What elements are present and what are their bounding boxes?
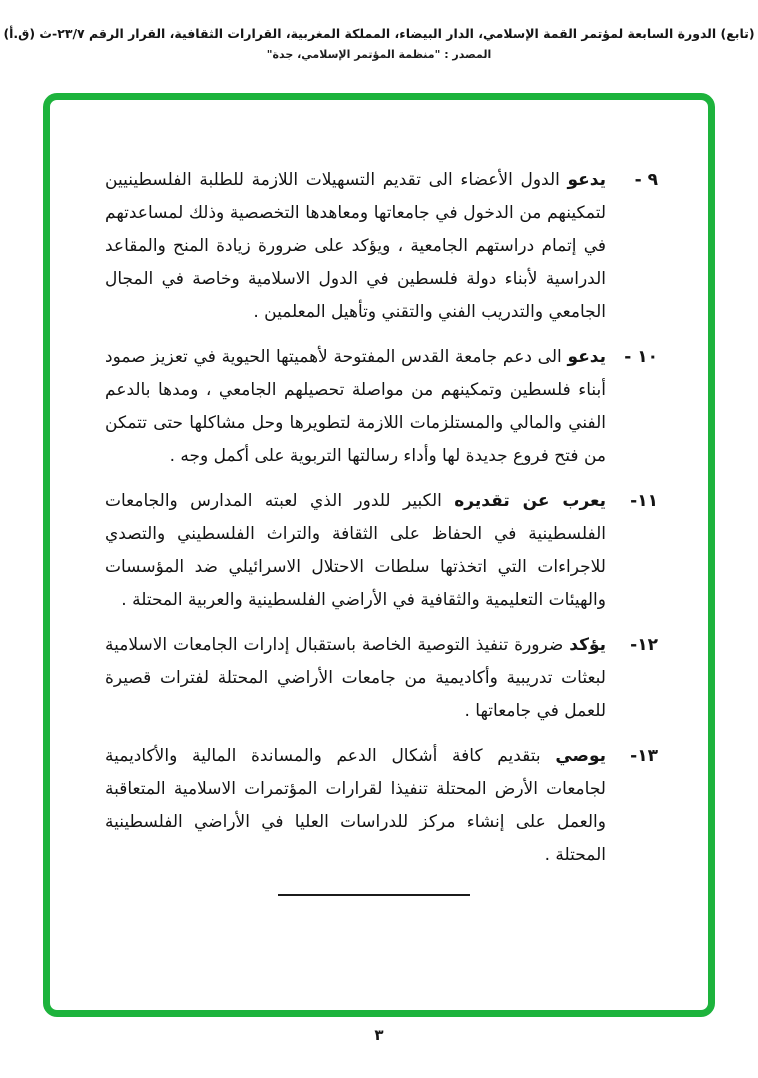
resolution-clause-12: [105, 629, 656, 728]
clause-text: الكبير للدور الذي لعبته المدارس والجامعات الفلسطينية في الحفاظ على الثقافة والتراث الفلسطيني والتصدي للاجراءات التي اتخذتها سلطات الاحتلال الاسرائيلي ضد المؤسسات والهيئات التعليمية والثقافية في الأراضي الفلسطينية والعربية المحتلة .: [105, 491, 606, 610]
clause-text: ضرورة تنفيذ التوصية الخاصة باستقبال إدارات الجامعات الاسلامية لبعثات تدريبية وأكاديمية من جامعات الأراضي المحتلة لفترات قصيرة للعمل في جامعاتها .: [105, 635, 606, 721]
clause-number: ١٠ -: [624, 347, 658, 367]
page-number: ٣: [374, 1026, 384, 1044]
green-border-frame: [43, 93, 715, 1017]
clause-text: الدول الأعضاء الى تقديم التسهيلات اللازمة للطلبة الفلسطينيين لتمكينهم من الدخول في جامعاتها ومعاهدها التخصصية وذلك لمساعدتهم في إتمام دراستهم الجامعية ، ويؤكد على ضرورة زيادة المنح والمقاعد الدراسية لأبناء دولة فلسطين في الدول الاسلامية وخاصة في المجال الجامعي والتدريب الفني والتقني وتأهيل المعلمين .: [105, 170, 606, 322]
clause-number: ١٢-: [630, 635, 658, 655]
resolution-clause-13: [105, 740, 656, 872]
document-header: [0, 26, 758, 61]
header-title: (تابع) الدورة السابعة لمؤتمر القمة الإسلامي، الدار البيضاء، المملكة المغربية، القرارات الثقافية، القرار الرقم ٢٣/٧-ث (ق.أ): [3, 26, 755, 41]
end-separator-line: [278, 894, 470, 896]
clause-text: الى دعم جامعة القدس المفتوحة لأهميتها الحيوية في تعزيز صمود أبناء فلسطين وتمكينهم من مواصلة تحصيلهم الجامعي ، ومدها بالدعم الفني والمالي والمستلزمات اللازمة لتطويرها وحل مشاكلها حتى تتمكن من فتح فروع جديدة لها وأداء رسالتها التربوية على أكمل وجه .: [105, 347, 606, 466]
resolution-clause-11: [105, 485, 656, 617]
clause-lead: يدعو: [567, 347, 607, 367]
resolution-clause-9: [105, 164, 656, 329]
clause-lead: يؤكد: [569, 635, 606, 655]
resolution-body: [50, 100, 708, 896]
clause-lead: يعرب عن تقديره: [454, 491, 607, 511]
clause-number: ٩ -: [634, 170, 658, 190]
clause-lead: يوصي: [555, 746, 606, 766]
clause-text: بتقديم كافة أشكال الدعم والمساندة المالية والأكاديمية لجامعات الأرض المحتلة تنفيذا لقرارات المؤتمرات الاسلامية المتعاقبة والعمل على إنشاء مركز للدراسات العليا في الأراضي الفلسطينية المحتلة .: [105, 746, 606, 865]
clause-lead: يدعو: [567, 170, 606, 190]
source-label: المصدر :: [444, 48, 492, 61]
header-source: [0, 48, 758, 61]
resolution-clause-10: [105, 341, 656, 473]
clause-number: ١٣-: [630, 746, 658, 766]
clause-number: ١١-: [630, 491, 658, 511]
source-value: "منظمة المؤتمر الإسلامي، جدة": [266, 48, 441, 61]
